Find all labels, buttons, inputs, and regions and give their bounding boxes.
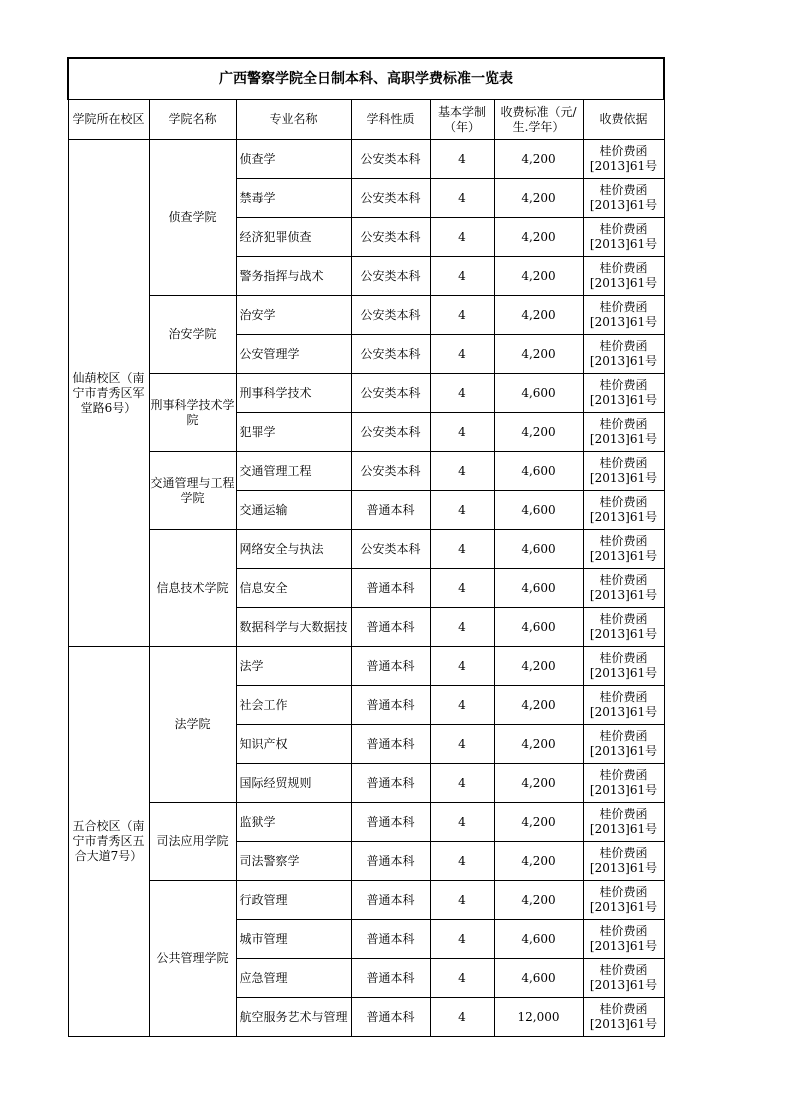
college-cell: 侦查学院 [149, 140, 236, 296]
nature-cell: 公安类本科 [351, 413, 430, 452]
fee-cell: 4,200 [494, 842, 583, 881]
basis-cell: 桂价费函[2013]61号 [583, 179, 664, 218]
fee-cell: 4,600 [494, 491, 583, 530]
fee-cell: 4,200 [494, 647, 583, 686]
years-cell: 4 [430, 491, 494, 530]
major-cell: 航空服务艺术与管理 [236, 998, 351, 1037]
years-cell: 4 [430, 179, 494, 218]
fee-cell: 4,200 [494, 257, 583, 296]
major-cell: 犯罪学 [236, 413, 351, 452]
years-cell: 4 [430, 842, 494, 881]
basis-cell: 桂价费函[2013]61号 [583, 647, 664, 686]
major-cell: 警务指挥与战术 [236, 257, 351, 296]
fee-table [67, 57, 665, 1037]
years-cell: 4 [430, 686, 494, 725]
nature-cell: 公安类本科 [351, 257, 430, 296]
nature-cell: 普通本科 [351, 764, 430, 803]
fee-cell: 4,200 [494, 335, 583, 374]
basis-cell: 桂价费函[2013]61号 [583, 257, 664, 296]
fee-cell: 4,200 [494, 218, 583, 257]
fee-cell: 4,600 [494, 569, 583, 608]
fee-cell: 4,200 [494, 803, 583, 842]
major-cell: 知识产权 [236, 725, 351, 764]
basis-cell: 桂价费函[2013]61号 [583, 725, 664, 764]
years-cell: 4 [430, 452, 494, 491]
nature-cell: 普通本科 [351, 803, 430, 842]
major-cell: 公安管理学 [236, 335, 351, 374]
title-row [68, 58, 664, 100]
fee-cell: 4,600 [494, 530, 583, 569]
college-cell: 刑事科学技术学院 [149, 374, 236, 452]
fee-cell: 4,200 [494, 725, 583, 764]
major-cell: 国际经贸规则 [236, 764, 351, 803]
basis-cell: 桂价费函[2013]61号 [583, 452, 664, 491]
table-row [68, 374, 664, 413]
major-cell: 法学 [236, 647, 351, 686]
college-cell: 法学院 [149, 647, 236, 803]
basis-cell: 桂价费函[2013]61号 [583, 881, 664, 920]
basis-cell: 桂价费函[2013]61号 [583, 569, 664, 608]
major-cell: 信息安全 [236, 569, 351, 608]
basis-cell: 桂价费函[2013]61号 [583, 959, 664, 998]
major-cell: 行政管理 [236, 881, 351, 920]
basis-cell: 桂价费函[2013]61号 [583, 686, 664, 725]
college-cell: 司法应用学院 [149, 803, 236, 881]
college-cell: 交通管理与工程学院 [149, 452, 236, 530]
nature-cell: 普通本科 [351, 920, 430, 959]
table-row [68, 296, 664, 335]
nature-cell: 公安类本科 [351, 218, 430, 257]
table-row [68, 140, 664, 179]
major-cell: 网络安全与执法 [236, 530, 351, 569]
major-cell: 司法警察学 [236, 842, 351, 881]
basis-cell: 桂价费函[2013]61号 [583, 296, 664, 335]
years-cell: 4 [430, 959, 494, 998]
nature-cell: 公安类本科 [351, 452, 430, 491]
fee-cell: 4,200 [494, 296, 583, 335]
nature-cell: 公安类本科 [351, 296, 430, 335]
years-cell: 4 [430, 257, 494, 296]
table-row [68, 452, 664, 491]
college-cell: 治安学院 [149, 296, 236, 374]
header-row [68, 100, 664, 140]
fee-cell: 4,200 [494, 764, 583, 803]
major-cell: 社会工作 [236, 686, 351, 725]
table-title: 广西警察学院全日制本科、高职学费标准一览表 [68, 58, 664, 100]
table-row [68, 530, 664, 569]
campus-cell: 五合校区（南宁市青秀区五合大道7号） [68, 647, 149, 1037]
major-cell: 侦查学 [236, 140, 351, 179]
nature-cell: 普通本科 [351, 959, 430, 998]
basis-cell: 桂价费函[2013]61号 [583, 491, 664, 530]
major-cell: 城市管理 [236, 920, 351, 959]
college-cell: 信息技术学院 [149, 530, 236, 647]
major-cell: 经济犯罪侦查 [236, 218, 351, 257]
fee-cell: 4,600 [494, 452, 583, 491]
basis-cell: 桂价费函[2013]61号 [583, 413, 664, 452]
years-cell: 4 [430, 335, 494, 374]
years-cell: 4 [430, 998, 494, 1037]
header-years: 基本学制（年） [430, 100, 494, 140]
basis-cell: 桂价费函[2013]61号 [583, 998, 664, 1037]
years-cell: 4 [430, 881, 494, 920]
major-cell: 交通管理工程 [236, 452, 351, 491]
fee-cell: 4,600 [494, 374, 583, 413]
years-cell: 4 [430, 764, 494, 803]
years-cell: 4 [430, 218, 494, 257]
header-fee: 收费标准（元/生.学年） [494, 100, 583, 140]
header-nature: 学科性质 [351, 100, 430, 140]
nature-cell: 公安类本科 [351, 140, 430, 179]
years-cell: 4 [430, 569, 494, 608]
nature-cell: 公安类本科 [351, 530, 430, 569]
years-cell: 4 [430, 920, 494, 959]
header-college: 学院名称 [149, 100, 236, 140]
basis-cell: 桂价费函[2013]61号 [583, 374, 664, 413]
nature-cell: 公安类本科 [351, 335, 430, 374]
fee-standard-sheet [67, 57, 663, 1037]
fee-cell: 4,200 [494, 179, 583, 218]
table-row [68, 881, 664, 920]
basis-cell: 桂价费函[2013]61号 [583, 920, 664, 959]
major-cell: 数据科学与大数据技 [236, 608, 351, 647]
major-cell: 禁毒学 [236, 179, 351, 218]
header-major: 专业名称 [236, 100, 351, 140]
fee-cell: 12,000 [494, 998, 583, 1037]
nature-cell: 普通本科 [351, 569, 430, 608]
basis-cell: 桂价费函[2013]61号 [583, 803, 664, 842]
years-cell: 4 [430, 608, 494, 647]
major-cell: 交通运输 [236, 491, 351, 530]
years-cell: 4 [430, 725, 494, 764]
nature-cell: 普通本科 [351, 647, 430, 686]
nature-cell: 普通本科 [351, 491, 430, 530]
years-cell: 4 [430, 530, 494, 569]
basis-cell: 桂价费函[2013]61号 [583, 764, 664, 803]
fee-cell: 4,600 [494, 959, 583, 998]
nature-cell: 普通本科 [351, 842, 430, 881]
years-cell: 4 [430, 803, 494, 842]
major-cell: 治安学 [236, 296, 351, 335]
nature-cell: 普通本科 [351, 881, 430, 920]
fee-cell: 4,200 [494, 413, 583, 452]
years-cell: 4 [430, 140, 494, 179]
basis-cell: 桂价费函[2013]61号 [583, 608, 664, 647]
years-cell: 4 [430, 296, 494, 335]
header-basis: 收费依据 [583, 100, 664, 140]
years-cell: 4 [430, 647, 494, 686]
major-cell: 监狱学 [236, 803, 351, 842]
basis-cell: 桂价费函[2013]61号 [583, 842, 664, 881]
fee-cell: 4,600 [494, 608, 583, 647]
college-cell: 公共管理学院 [149, 881, 236, 1037]
years-cell: 4 [430, 374, 494, 413]
nature-cell: 普通本科 [351, 725, 430, 764]
fee-cell: 4,200 [494, 140, 583, 179]
basis-cell: 桂价费函[2013]61号 [583, 335, 664, 374]
major-cell: 应急管理 [236, 959, 351, 998]
basis-cell: 桂价费函[2013]61号 [583, 140, 664, 179]
basis-cell: 桂价费函[2013]61号 [583, 218, 664, 257]
header-campus: 学院所在校区 [68, 100, 149, 140]
basis-cell: 桂价费函[2013]61号 [583, 530, 664, 569]
table-row [68, 803, 664, 842]
nature-cell: 普通本科 [351, 608, 430, 647]
campus-cell: 仙葫校区（南宁市青秀区军堂路6号） [68, 140, 149, 647]
years-cell: 4 [430, 413, 494, 452]
nature-cell: 公安类本科 [351, 179, 430, 218]
table-row [68, 647, 664, 686]
nature-cell: 公安类本科 [351, 374, 430, 413]
fee-cell: 4,600 [494, 920, 583, 959]
nature-cell: 普通本科 [351, 686, 430, 725]
fee-cell: 4,200 [494, 881, 583, 920]
fee-cell: 4,200 [494, 686, 583, 725]
major-cell: 刑事科学技术 [236, 374, 351, 413]
nature-cell: 普通本科 [351, 998, 430, 1037]
